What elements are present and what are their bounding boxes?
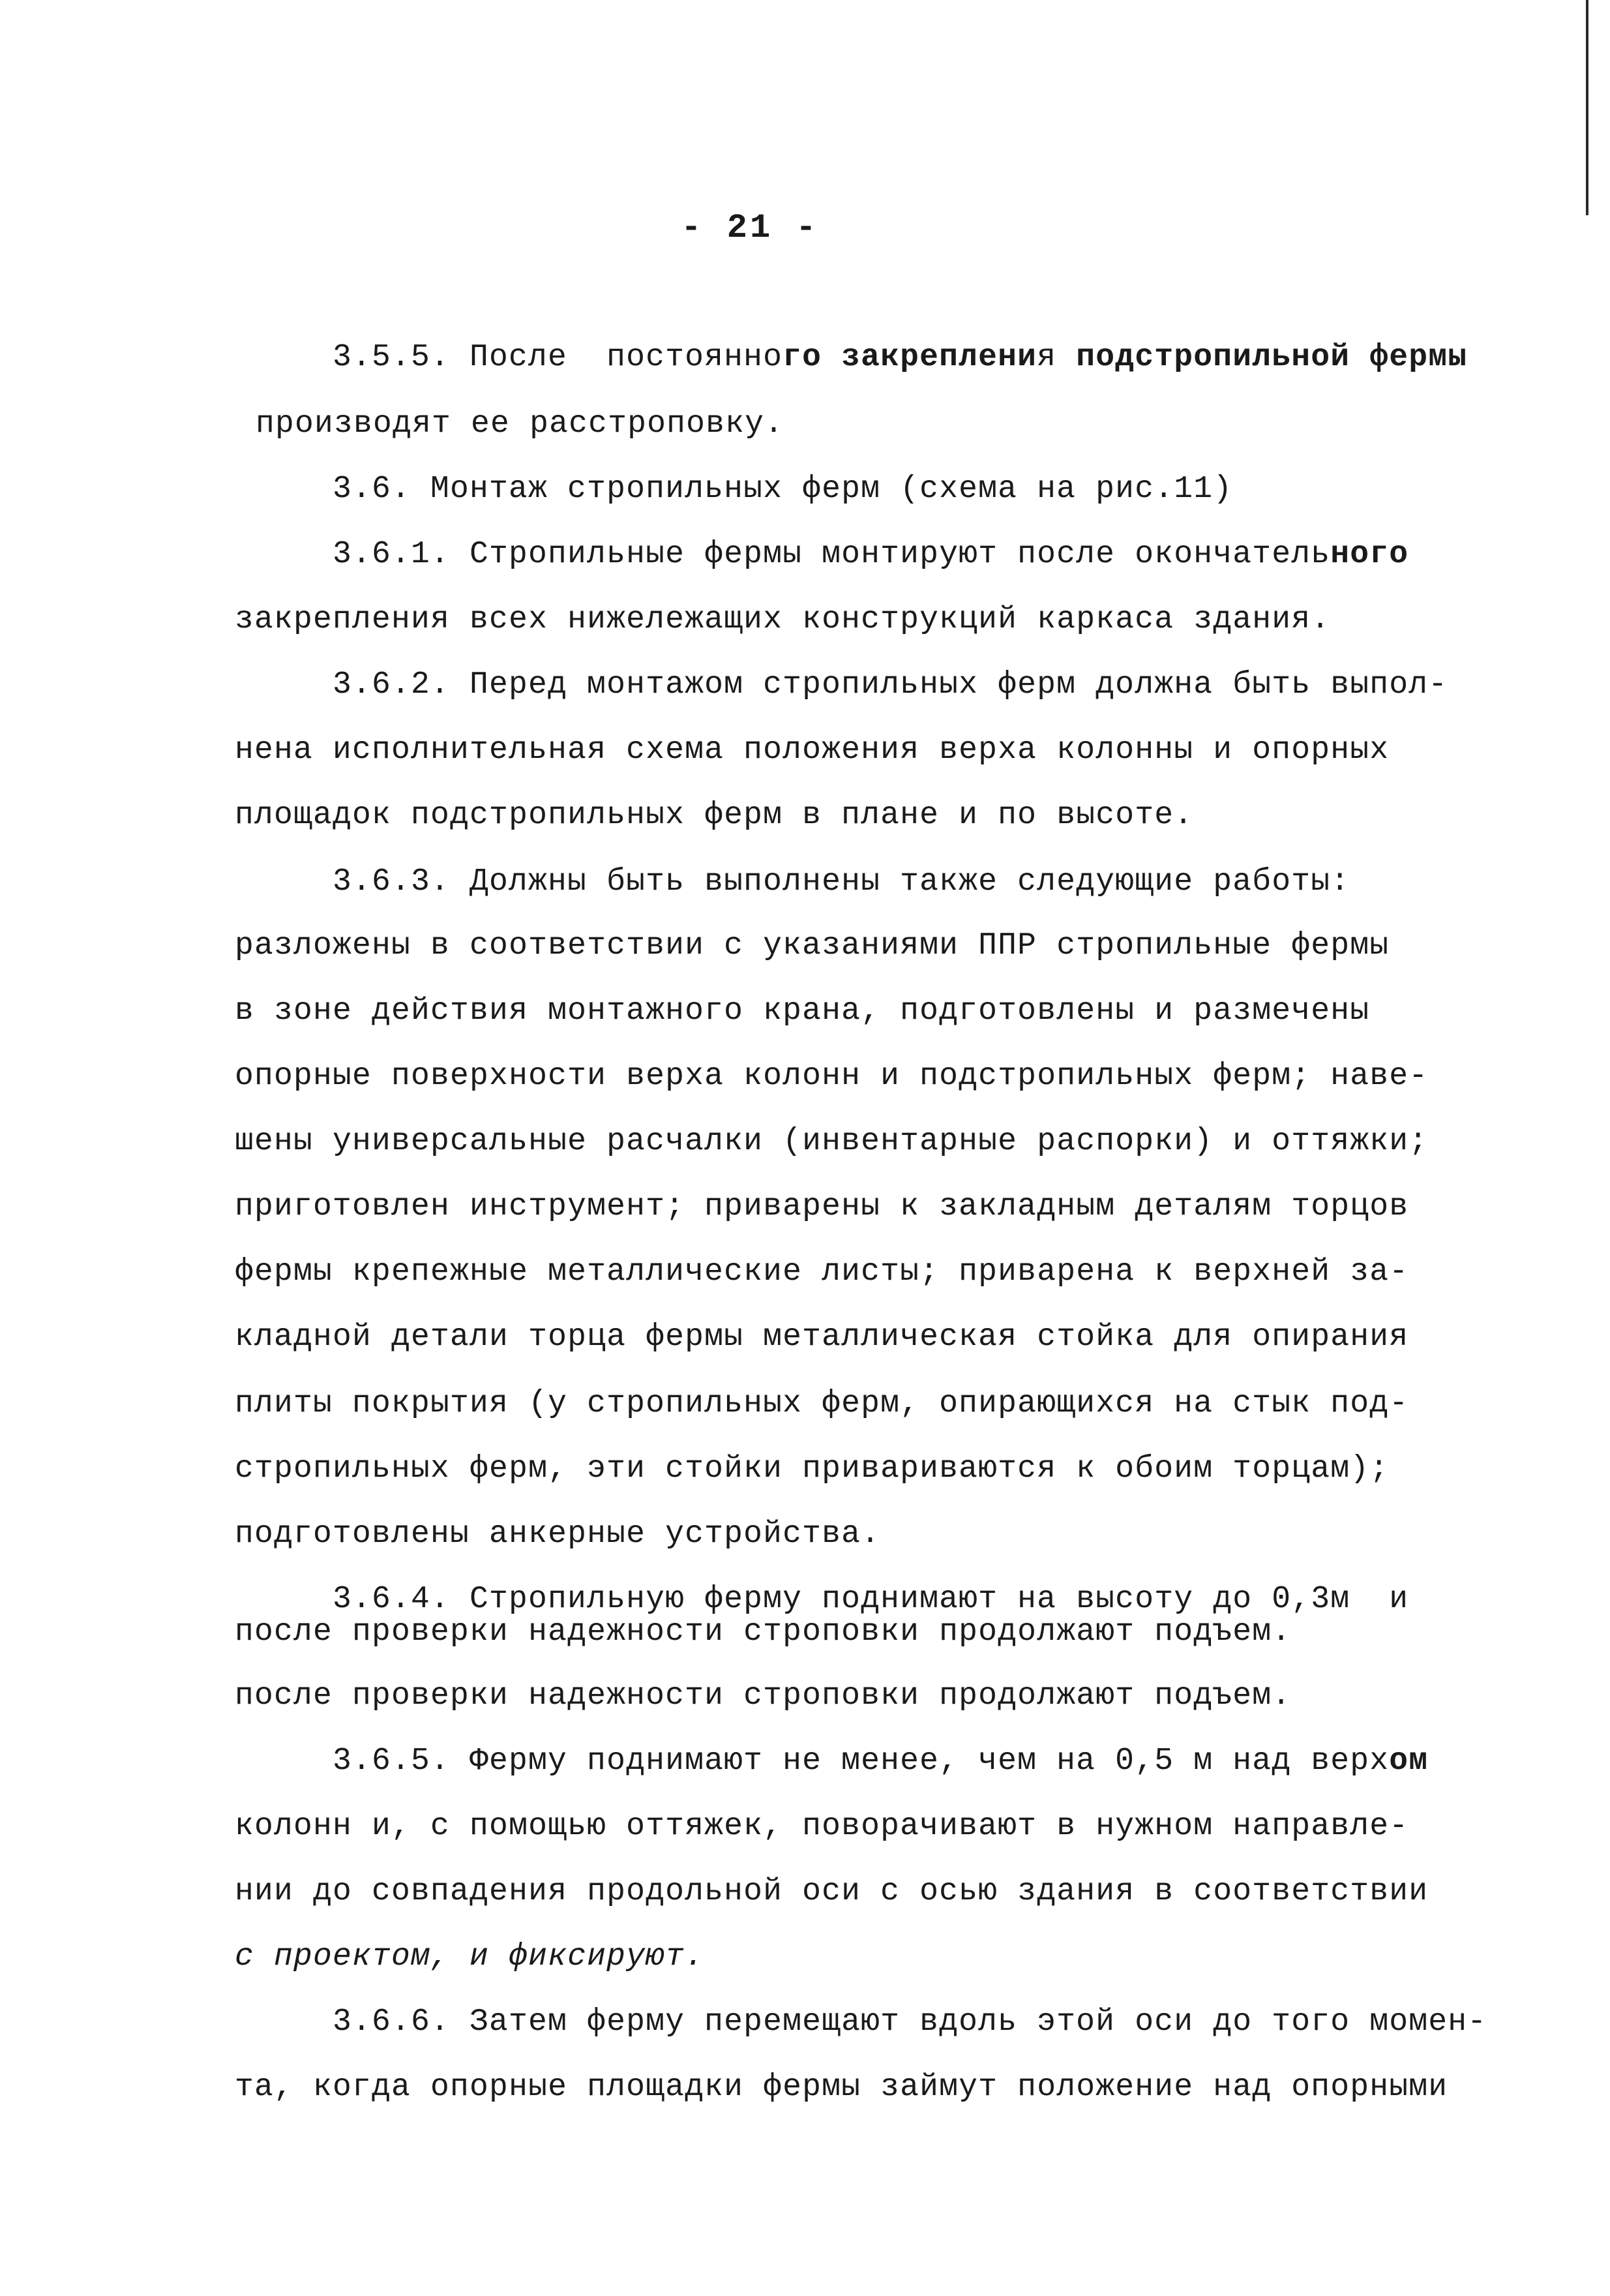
paragraph-3-6-3-line-4: опорные поверхности верха колонн и подстропильных ферм; наве-: [235, 1059, 1429, 1094]
page-number: - 21 -: [681, 209, 819, 247]
paragraph-3-6-3-line-6: приготовлен инструмент; приварены к закладным деталям торцов: [235, 1189, 1409, 1224]
paragraph-3-6-5-line-1: [333, 1742, 1428, 1781]
paragraph-3-6-6-line-1: 3.6.6. Затем ферму перемещают вдоль этой оси до того момен-: [333, 2004, 1487, 2040]
text-run: 3.6.5. Ферму поднимают не менее, чем на 0,5 м над верх: [333, 1744, 1390, 1779]
paragraph-3-6-1-line-2: закрепления всех нижележащих конструкций каркаса здания.: [235, 602, 1331, 637]
paragraph-3-5-5-line-1: [333, 338, 1467, 377]
text-run-bold: го закреплени: [783, 340, 1037, 375]
text-run: 3.6.1. Стропильные фермы монтируют после окончатель: [333, 537, 1331, 572]
paragraph-3-6-1-line-1: [333, 535, 1409, 574]
heading-3-6: 3.6. Монтаж стропильных ферм (схема на рис.11): [333, 472, 1233, 507]
text-run: я: [1037, 340, 1077, 375]
paragraph-3-6-3-line-3: в зоне действия монтажного крана, подготовлены и размечены: [235, 993, 1370, 1029]
paragraph-3-6-3-line-8: кладной детали торца фермы металлическая стойка для опирания: [235, 1320, 1409, 1355]
paragraph-3-6-4-line-1: 3.6.4. Стропильную ферму поднимают на высоту до 0,3м и: [333, 1582, 1409, 1617]
paragraph-3-6-5-line-2: колонн и, с помощью оттяжек, поворачивают в нужном направле-: [235, 1809, 1409, 1844]
text-run-bold: ного: [1330, 537, 1409, 572]
paragraph-3-6-2-line-3: площадок подстропильных ферм в плане и по высоте.: [235, 798, 1194, 833]
text-run-bold: подстро: [1076, 340, 1214, 375]
paragraph-3-6-3-line-9: плиты покрытия (у стропильных ферм, опирающихся на стык под-: [235, 1386, 1409, 1421]
paragraph-3-6-2-line-1: 3.6.2. Перед монтажом стропильных ферм должна быть выпол-: [333, 667, 1448, 702]
text-run-bold: ом: [1389, 1744, 1429, 1779]
paragraph-3-6-6-line-2: та, когда опорные площадки фермы займут положение над опорными: [235, 2070, 1448, 2105]
scan-edge-line: [1586, 0, 1588, 215]
paragraph-3-6-4-line-2: после проверки надежности строповки продолжают подъем.: [235, 1614, 1292, 1650]
paragraph-3-6-3-line-10: стропильных ферм, эти стойки привариваются к обоим торцам);: [235, 1451, 1390, 1487]
text-run: 3.5.5. После постоянно: [333, 340, 783, 375]
paragraph-3-6-2-line-2: нена исполнительная схема положения верха колонны и опорных: [235, 733, 1390, 768]
paragraph-3-6-5-line-3: нии до совпадения продольной оси с осью здания в соответствии: [235, 1874, 1429, 1909]
paragraph-3-6-4-line-3: после проверки надежности строповки продолжают подъем.: [235, 1678, 1292, 1714]
text-run-bold: пильной фермы: [1213, 340, 1468, 375]
paragraph-3-6-3-line-2: разложены в соответствии с указаниями ППР стропильные фермы: [235, 928, 1390, 963]
paragraph-3-5-5-line-2: производят ее расстроповку.: [256, 406, 784, 442]
paragraph-3-6-3-line-1: 3.6.3. Должны быть выполнены также следующие работы:: [333, 864, 1350, 899]
paragraph-3-6-5-line-4: с проектом, и фиксируют.: [235, 1939, 705, 1974]
paragraph-3-6-3-line-7: фермы крепежные металлические листы; приварена к верхней за-: [235, 1254, 1409, 1290]
paragraph-3-6-3-line-11: подготовлены анкерные устройства.: [235, 1517, 881, 1552]
paragraph-3-6-3-line-5: шены универсальные расчалки (инвентарные распорки) и оттяжки;: [235, 1124, 1429, 1159]
